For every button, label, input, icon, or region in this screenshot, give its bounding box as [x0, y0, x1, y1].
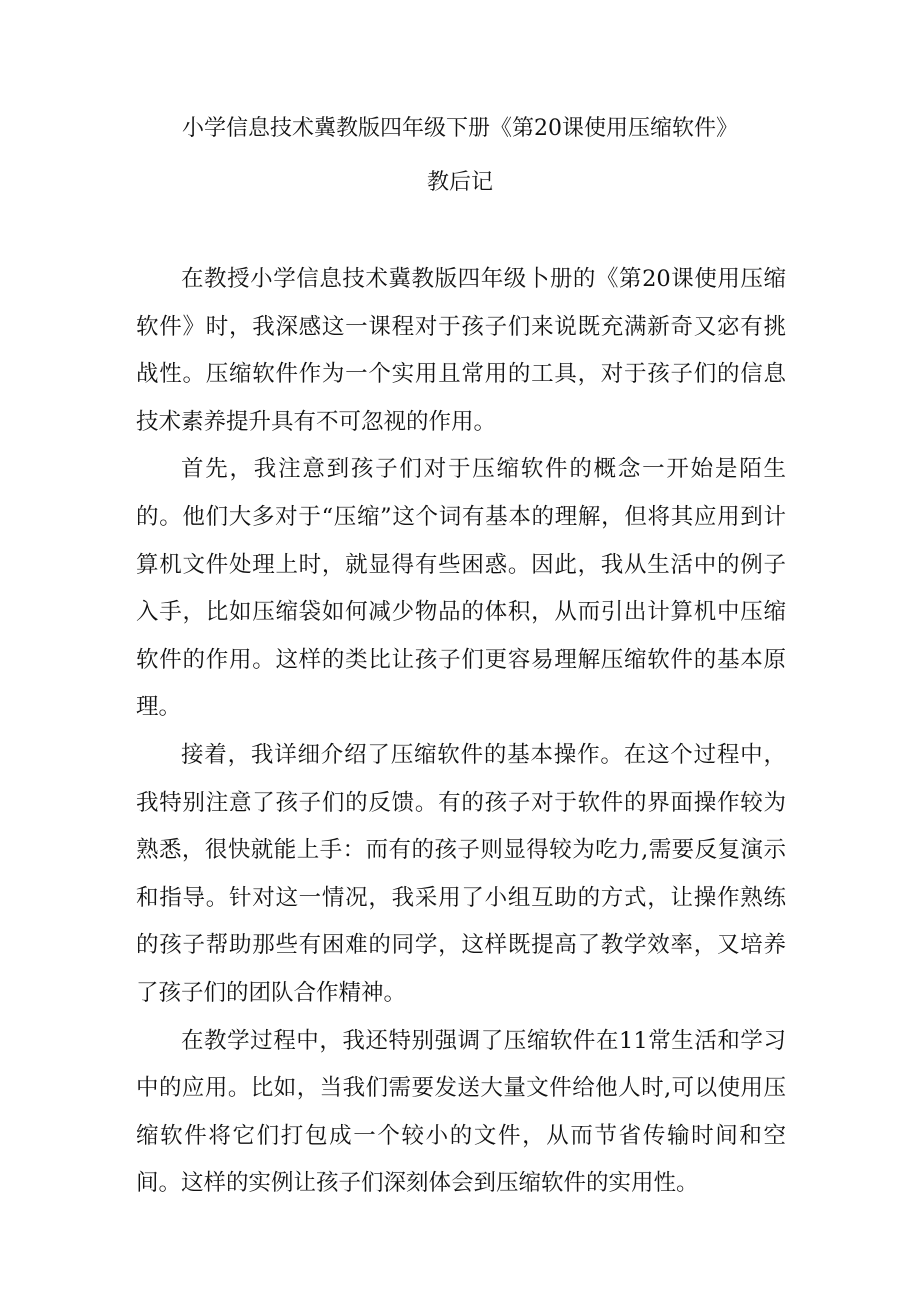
document-subtitle: 教后记 [426, 170, 493, 195]
document-title: 小学信息技术冀教版四年级下册《第20课使用压缩软件》 [182, 116, 738, 141]
paragraph-1: 在教授小学信息技术冀教版四年级卜册的《第20课使用压缩软件》时，我深感这一课程对于孩子们来说既充满新奇又宓有挑战性。压缩软件作为一个实用且常用的工具，对于孩子们的信息技术素养提升具有不可忽视的作用。 [136, 266, 786, 435]
document-body [136, 256, 786, 1208]
paragraph-3: 接着，我详细介绍了压缩软件的基本操作。在这个过程中，我特别注意了孩子们的反馈。有的孩子对于软件的界面操作较为熟悉，很快就能上手：而有的孩子则显得较为吃力,需要反复演示和指导。针对这一情况，我采用了小组互助的方式，让操作熟练的孩子帮助那些有困难的同学，这样既提高了教学效率，又培养了孩子们的团队合作精神。 [136, 741, 786, 1006]
paragraph-2: 首先，我注意到孩子们对于压缩软件的概念一开始是陌生的。他们大多对于“压缩”这个词有基本的理解，但将其应用到计算机文件处理上时，就显得有些困惑。因此，我从生活中的例子入手，比如压缩袋如何减少物品的体积，从而引出计算机中压缩软件的作用。这样的类比让孩子们更容易理解压缩软件的基本原理。 [136, 456, 786, 721]
paragraph-4: 在教学过程中，我还特别强调了压缩软件在11常生活和学习中的应用。比如，当我们需要发送大量文件给他人时,可以使用压缩软件将它们打包成一个较小的文件，从而节省传输时间和空间。这样的实例让孩子们深刻体会到压缩软件的实用性。 [136, 1027, 786, 1197]
